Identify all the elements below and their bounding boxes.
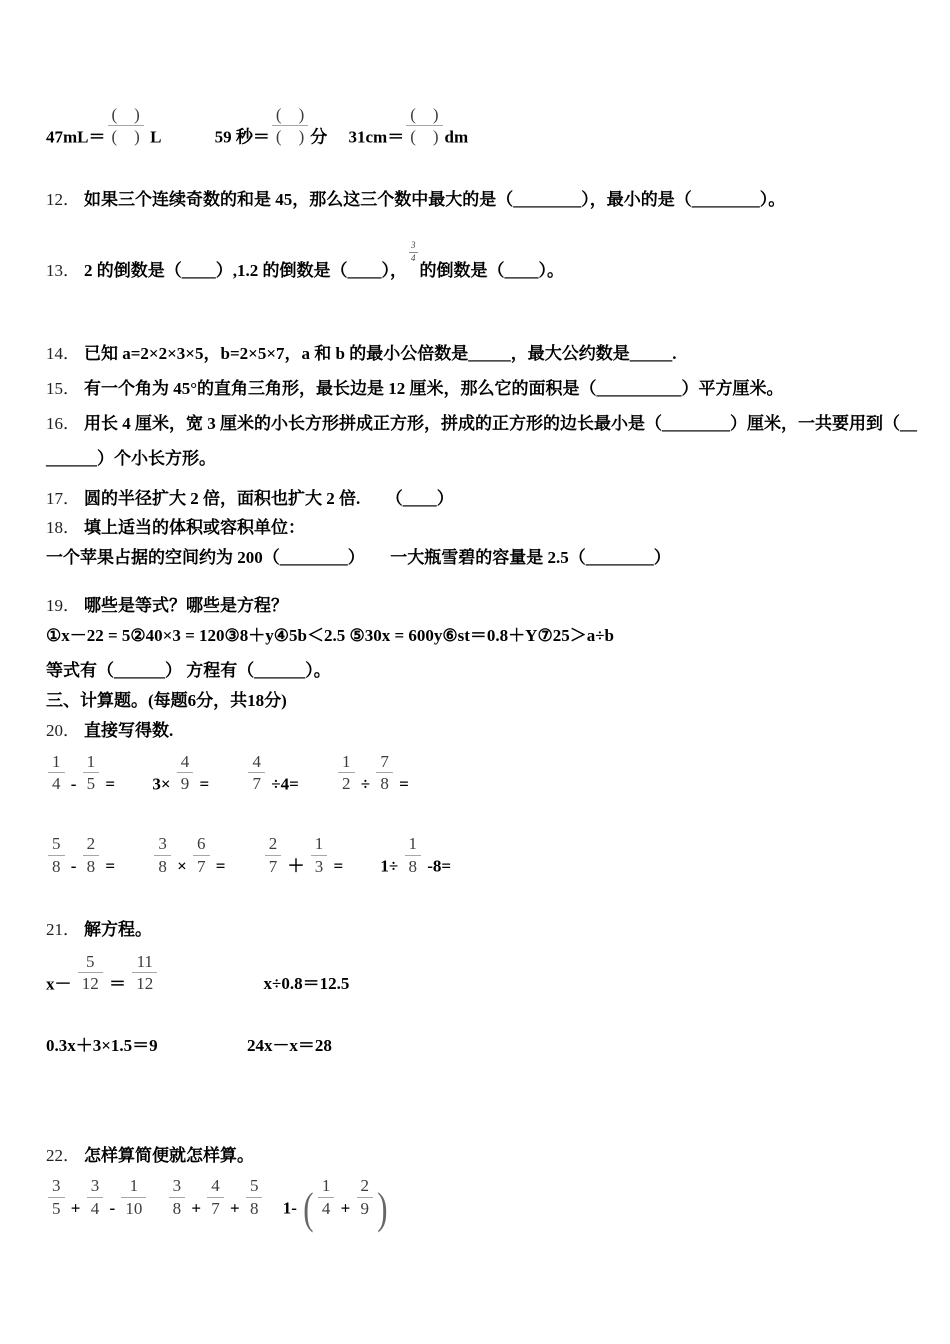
question-16-line1 <box>46 412 917 435</box>
question-17-text: 圆的半径扩大 2 倍，面积也扩大 2 倍. （____） <box>84 489 454 509</box>
question-21-number: 21． <box>46 919 80 939</box>
question-22-number: 22． <box>46 1146 80 1166</box>
math-expression-20-4 <box>336 753 409 795</box>
fraction-numerator: 5 <box>86 951 95 971</box>
math-text: = <box>101 774 116 794</box>
math-text: + <box>66 1198 85 1218</box>
fraction <box>311 835 328 876</box>
fraction-denominator: 7 <box>248 772 265 793</box>
fraction-numerator: 7 <box>380 752 389 772</box>
fraction-denominator: 4 <box>87 1197 104 1218</box>
math-expression-22-3: 1- ( $\frac{1}{4}$ + $\frac{2}{9}$ ) <box>282 1176 388 1233</box>
fraction-denominator: 3 <box>311 855 328 876</box>
math-text: 3× <box>152 774 175 794</box>
section-3-title: 三、计算题。(每题6分，共18分) <box>46 691 287 711</box>
question-22-row <box>46 1176 912 1233</box>
fraction <box>357 1177 374 1218</box>
question-15-number: 15． <box>46 379 80 399</box>
math-text: - <box>66 856 81 876</box>
fraction-denominator: 7 <box>265 855 282 876</box>
question-19-text-line1: 哪些是等式？哪些是方程？ <box>84 596 288 616</box>
fraction <box>376 753 393 794</box>
fraction-denominator: 8 <box>246 1197 263 1218</box>
fraction-numerator: 3 <box>52 1176 61 1196</box>
fraction-numerator: 1 <box>408 834 418 854</box>
question-19 <box>46 594 912 682</box>
math-text: 59 秒＝ <box>214 127 270 147</box>
math-text: 2 的倒数是（____）,1.2 的倒数是（____）， <box>84 261 407 281</box>
section-3-header <box>46 689 912 712</box>
question-18-number: 18． <box>46 518 80 538</box>
question-19-answer-blanks <box>46 659 912 682</box>
fraction-numerator: 3 <box>90 1176 100 1196</box>
fraction <box>154 835 171 876</box>
math-expression-22-2 <box>167 1177 265 1219</box>
fraction-numerator: 5 <box>52 834 61 854</box>
question-19-answer-text: 等式有（______） 方程有（______）。 <box>46 661 331 681</box>
question-14 <box>46 342 912 365</box>
fraction-denominator: 9 <box>177 772 194 793</box>
equation-21-1 <box>46 953 159 995</box>
question-20-text: 直接写得数. <box>84 721 174 741</box>
fraction <box>169 1177 186 1218</box>
fraction-numerator: 1 <box>314 834 324 854</box>
fraction-denominator: 7 <box>207 1197 224 1218</box>
question-16-text-line2: ______）个小长方形。 <box>46 449 216 469</box>
math-text: L <box>145 127 162 147</box>
question-18-line1 <box>46 516 912 539</box>
question-20-row1 <box>46 753 912 795</box>
fraction <box>78 953 103 994</box>
math-text: - <box>66 774 81 794</box>
math-text: 的倒数是（____）。 <box>419 261 564 281</box>
question-19-equations: ①x－22 = 5②40×3 = 120③8＋y④5b＜2.5 ⑤30x = 600y⑥st＝0.8＋Y⑦25＞a÷b <box>46 626 614 646</box>
fraction-numerator: 1 <box>129 1176 139 1196</box>
fraction-denominator: 12 <box>78 972 103 993</box>
fraction <box>48 835 65 876</box>
fraction-numerator: 2 <box>86 834 96 854</box>
fraction-denominator: 5 <box>83 772 100 793</box>
fraction-denominator: 8 <box>169 1197 186 1218</box>
fraction-denominator: 9 <box>357 1197 374 1218</box>
fraction-denominator: ( ) <box>272 125 308 146</box>
fraction-denominator: 4 <box>411 253 416 264</box>
question-16 <box>46 412 917 470</box>
math-text: 31cm＝ <box>348 127 405 147</box>
fraction-numerator: 1 <box>52 752 61 772</box>
math-expression-20-5 <box>46 835 115 877</box>
math-text: 分 <box>310 127 328 147</box>
fraction-numerator: ( ) <box>275 105 305 124</box>
question-20 <box>46 719 912 742</box>
question-21 <box>46 918 912 941</box>
unit-conversion-cm-to-dm <box>349 106 469 148</box>
fraction-denominator: 8 <box>154 855 171 876</box>
fraction-denominator: 12 <box>132 972 157 993</box>
math-text: 1- <box>282 1198 302 1218</box>
fraction-denominator: 5 <box>48 1197 65 1218</box>
question-19-number: 19． <box>46 596 80 616</box>
fraction-numerator: 2 <box>268 834 278 854</box>
question-16-line2 <box>46 447 912 470</box>
fraction-numerator: 4 <box>180 752 190 772</box>
question-19-equation-list <box>46 624 912 647</box>
fraction <box>83 753 100 794</box>
fraction-denominator: 8 <box>48 855 65 876</box>
fraction <box>248 753 265 794</box>
fraction <box>132 953 157 994</box>
math-text: 1÷ <box>380 856 403 876</box>
math-text: ÷ <box>356 774 375 794</box>
question-18-text-line1: 填上适当的体积或容积单位： <box>84 518 305 538</box>
math-text: - <box>105 1198 120 1218</box>
fraction-denominator: 4 <box>48 772 65 793</box>
question-18-text-line2: 一个苹果占据的空间约为 200（________） 一大瓶雪碧的容量是 2.5（________） <box>46 548 671 568</box>
math-text: = <box>394 774 409 794</box>
math-text: -8= <box>423 856 452 876</box>
math-expression-20-6 <box>152 835 225 877</box>
question-20-number: 20． <box>46 721 80 741</box>
unit-conversion-row <box>46 106 912 148</box>
fraction <box>272 106 308 147</box>
math-text: ＋ <box>283 856 309 876</box>
question-14-text: 已知 a=2×2×3×5，b=2×5×7，a 和 b 的最小公倍数是_____，最大公约数是_____. <box>84 344 677 364</box>
fraction <box>48 753 65 794</box>
question-16-number: 16． <box>46 414 80 434</box>
fraction <box>177 753 194 794</box>
question-22-text: 怎样算简便就怎样算。 <box>84 1146 254 1166</box>
question-21-text: 解方程。 <box>84 919 152 939</box>
fraction <box>108 106 144 147</box>
question-21-row2 <box>46 1034 912 1057</box>
question-13-number: 13． <box>46 261 80 281</box>
math-text: + <box>187 1198 206 1218</box>
math-text: dm <box>444 127 469 147</box>
math-text: = <box>101 856 116 876</box>
question-21-row1 <box>46 953 912 995</box>
math-text: = <box>195 774 210 794</box>
question-14-number: 14． <box>46 344 80 364</box>
math-text: x－ <box>46 974 76 994</box>
math-expression-20-1 <box>46 753 115 795</box>
fraction-numerator: 4 <box>252 752 261 772</box>
equation-21-3 <box>46 1034 158 1057</box>
question-12-number: 12． <box>46 190 80 210</box>
equation-21-2 <box>264 972 350 995</box>
math-text: = <box>211 856 226 876</box>
question-18-line2 <box>46 546 912 569</box>
math-text: × <box>172 856 192 876</box>
fraction <box>193 835 210 876</box>
math-text: 47mL＝ <box>46 127 106 147</box>
question-17-number: 17． <box>46 489 80 509</box>
question-20-row2 <box>46 835 912 877</box>
math-expression-20-2 <box>152 753 209 795</box>
fraction <box>246 1177 263 1218</box>
math-expression-20-8 <box>380 835 451 877</box>
math-text: + <box>225 1198 244 1218</box>
fraction <box>207 1177 224 1218</box>
fraction <box>83 835 100 876</box>
question-16-text-line1: 用长 4 厘米，宽 3 厘米的小长方形拼成正方形，拼成的正方形的边长最小是（________）厘米，一共要用到（__ <box>84 414 917 434</box>
question-15 <box>46 377 912 400</box>
fraction-numerator: 5 <box>249 1176 259 1196</box>
fraction-denominator: 8 <box>405 855 422 876</box>
fraction <box>87 1177 104 1218</box>
fraction-denominator: 7 <box>193 855 210 876</box>
fraction-numerator: 2 <box>360 1176 369 1196</box>
fraction <box>405 835 422 876</box>
fraction <box>338 753 355 794</box>
question-19-line1 <box>46 594 912 617</box>
math-expression-20-7 <box>263 835 343 877</box>
question-13 <box>46 240 912 282</box>
fraction-denominator: 8 <box>376 772 393 793</box>
fraction-denominator: 10 <box>121 1197 146 1218</box>
fraction-denominator: 2 <box>338 772 355 793</box>
fraction-denominator: ( ) <box>406 125 442 146</box>
unit-conversion-ml-to-l <box>46 106 161 148</box>
fraction-numerator: 11 <box>136 951 153 971</box>
fraction-denominator: 4 <box>318 1197 335 1218</box>
math-text: = <box>329 856 344 876</box>
question-13-text <box>84 240 564 281</box>
math-text: + <box>336 1198 355 1218</box>
fraction <box>265 835 282 876</box>
fraction-denominator: 8 <box>83 855 100 876</box>
math-text: ÷4= <box>266 774 299 794</box>
fraction-denominator: ( ) <box>108 125 144 146</box>
fraction-numerator: 1 <box>321 1176 331 1196</box>
math-text: x÷0.8＝12.5 <box>263 974 350 994</box>
unit-conversion-sec-to-min <box>215 106 328 148</box>
fraction-numerator: 1 <box>86 752 96 772</box>
question-15-text: 有一个角为 45°的直角三角形，最长边是 12 厘米，那么它的面积是（__________）平方厘米。 <box>84 379 784 399</box>
math-text: 24x－x＝28 <box>246 1036 332 1056</box>
fraction <box>121 1177 146 1218</box>
math-expression-22-1 <box>46 1177 148 1219</box>
fraction-numerator: ( ) <box>111 105 140 124</box>
question-22 <box>46 1144 912 1167</box>
math-expression-20-3 <box>246 753 298 795</box>
fraction-numerator: 1 <box>342 752 351 772</box>
math-text: ＝ <box>104 974 131 994</box>
fraction-numerator: ( ) <box>410 105 439 124</box>
fraction <box>48 1177 65 1218</box>
fraction <box>406 106 442 147</box>
fraction-numerator: 6 <box>197 834 206 854</box>
equation-21-4 <box>247 1034 332 1057</box>
question-12 <box>46 188 912 211</box>
question-17 <box>46 487 912 510</box>
fraction-numerator: 3 <box>172 1176 182 1196</box>
fraction <box>318 1177 335 1218</box>
math-text: 0.3x＋3×1.5＝9 <box>46 1036 158 1056</box>
fraction-numerator: 3 <box>158 834 167 854</box>
fraction-numerator: 4 <box>211 1176 220 1196</box>
question-12-text: 如果三个连续奇数的和是 45，那么这三个数中最大的是（________），最小的是（________）。 <box>84 190 786 210</box>
fraction <box>409 241 418 263</box>
question-18 <box>46 516 912 569</box>
fraction-numerator: 3 <box>411 240 416 251</box>
